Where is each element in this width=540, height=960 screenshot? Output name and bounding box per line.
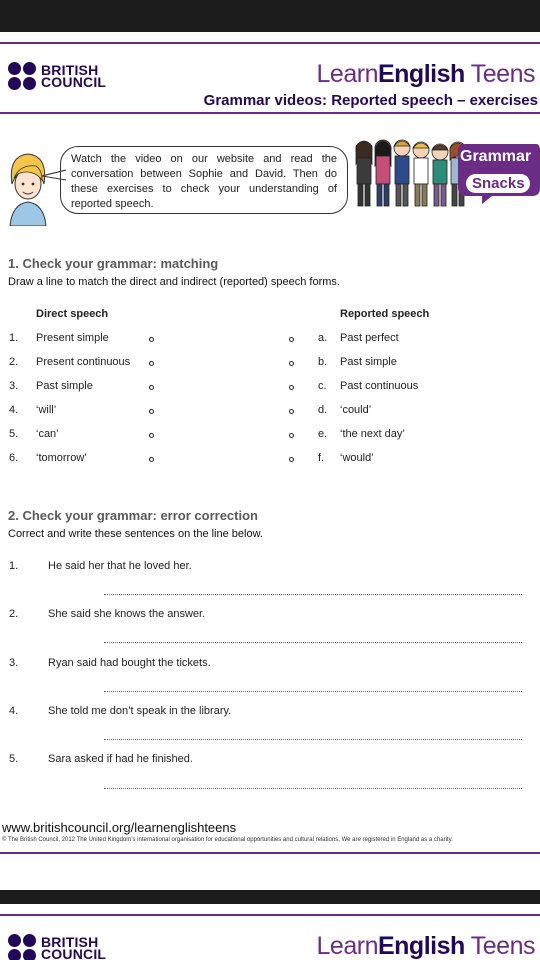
top-rule: [0, 42, 540, 44]
section2-title: 2. Check your grammar: error correction: [8, 508, 258, 523]
learnenglish-teens-logo: LearnEnglish Teens: [316, 932, 535, 960]
viewer-top-bar: [0, 0, 540, 32]
british-council-dots-icon: [8, 62, 36, 90]
section2-instruction: Correct and write these sentences on the line below.: [8, 528, 263, 540]
british-council-logo: BRITISH COUNCIL: [8, 62, 106, 90]
left-dot[interactable]: [149, 385, 154, 390]
reported-speech-header: Reported speech: [340, 308, 430, 320]
matching-row: 3. Past simple c. Past continuous: [9, 380, 419, 392]
page-subtitle: Grammar videos: Reported speech – exercises: [203, 92, 538, 109]
intro-speech-bubble: Watch the video on our website and read the conversation between Sophie and David. Then do these exercises to check your understanding of reported speech.: [60, 146, 348, 214]
british-council-logo: BRITISH COUNCIL: [8, 934, 106, 960]
sophie-avatar-icon: [6, 142, 50, 226]
left-dot[interactable]: [149, 433, 154, 438]
answer-line[interactable]: [104, 642, 522, 643]
footer-copyright: © The British Council, 2012 The United Kingdom’s international organisation for educational opportunities and cultural relations. We are registered in England as a charity.: [2, 837, 453, 843]
right-dot[interactable]: [289, 433, 294, 438]
right-dot[interactable]: [289, 409, 294, 414]
left-dot[interactable]: [149, 409, 154, 414]
left-dot[interactable]: [149, 337, 154, 342]
worksheet-page: BRITISH COUNCIL LearnEnglish Teens Grammar videos: Reported speech – exercises Watch the video on our website and read the conversation between Sophie and David. Then do these exercises to check your understanding of reported speech. Grammar Snacks 1. Check your grammar: matching Draw a line to match the direct and indirect (reported) speech forms. Direct speech Reported speech 1. Present simple a. Past perfect 2. Present continuous b. Past simple 3. Past simple c. Past continuous 4. ‘will’ d. ‘could’ 5. ‘can’ e. ‘the next day’ 6. ‘tomorrow’ f. ‘would’ 2. Check your grammar: error correction Correct and write these sentences on the line below. 1. He said her that he loved her. 2. She said she knows the answer. 3. Ryan said had bought the tickets. 4. She told me don’t speak in the library. 5. Sara asked if had he finished. www.britishcouncil.org/learnenglishteens © The British Council, 2012 The United Kingdom’s international organisation for educational opportunities and cultural relations. We are registered in England as a charity.: [0, 32, 540, 890]
next-page-preview: [0, 904, 540, 960]
footer-url[interactable]: www.britishcouncil.org/learnenglishteens: [2, 820, 237, 835]
next-page-rule: [0, 914, 540, 916]
section1-instruction: Draw a line to match the direct and indirect (reported) speech forms.: [8, 276, 340, 288]
bottom-rule: [0, 852, 540, 854]
answer-line[interactable]: [104, 739, 522, 740]
direct-speech-header: Direct speech: [36, 308, 109, 320]
matching-row: 5. ‘can’ e. ‘the next day’: [9, 428, 405, 440]
matching-row: 1. Present simple a. Past perfect: [9, 332, 399, 344]
right-dot[interactable]: [289, 337, 294, 342]
answer-line[interactable]: [104, 788, 522, 789]
right-dot[interactable]: [289, 457, 294, 462]
learnenglish-teens-logo: LearnEnglish Teens: [316, 60, 535, 88]
matching-row: 4. ‘will’ d. ‘could’: [9, 404, 372, 416]
matching-row: 6. ‘tomorrow’ f. ‘would’: [9, 452, 374, 464]
teen-characters-illustration: [352, 136, 468, 208]
matching-row: 2. Present continuous b. Past simple: [9, 356, 397, 368]
subtitle-rule: [0, 112, 540, 114]
right-dot[interactable]: [289, 361, 294, 366]
badge-line2: Snacks: [466, 174, 530, 193]
right-dot[interactable]: [289, 385, 294, 390]
answer-line[interactable]: [104, 594, 522, 595]
badge-line1: Grammar: [460, 148, 532, 165]
left-dot[interactable]: [149, 361, 154, 366]
left-dot[interactable]: [149, 457, 154, 462]
page-gap: [0, 890, 540, 904]
british-council-dots-icon: [8, 934, 36, 960]
section1-title: 1. Check your grammar: matching: [8, 256, 219, 271]
answer-line[interactable]: [104, 691, 522, 692]
